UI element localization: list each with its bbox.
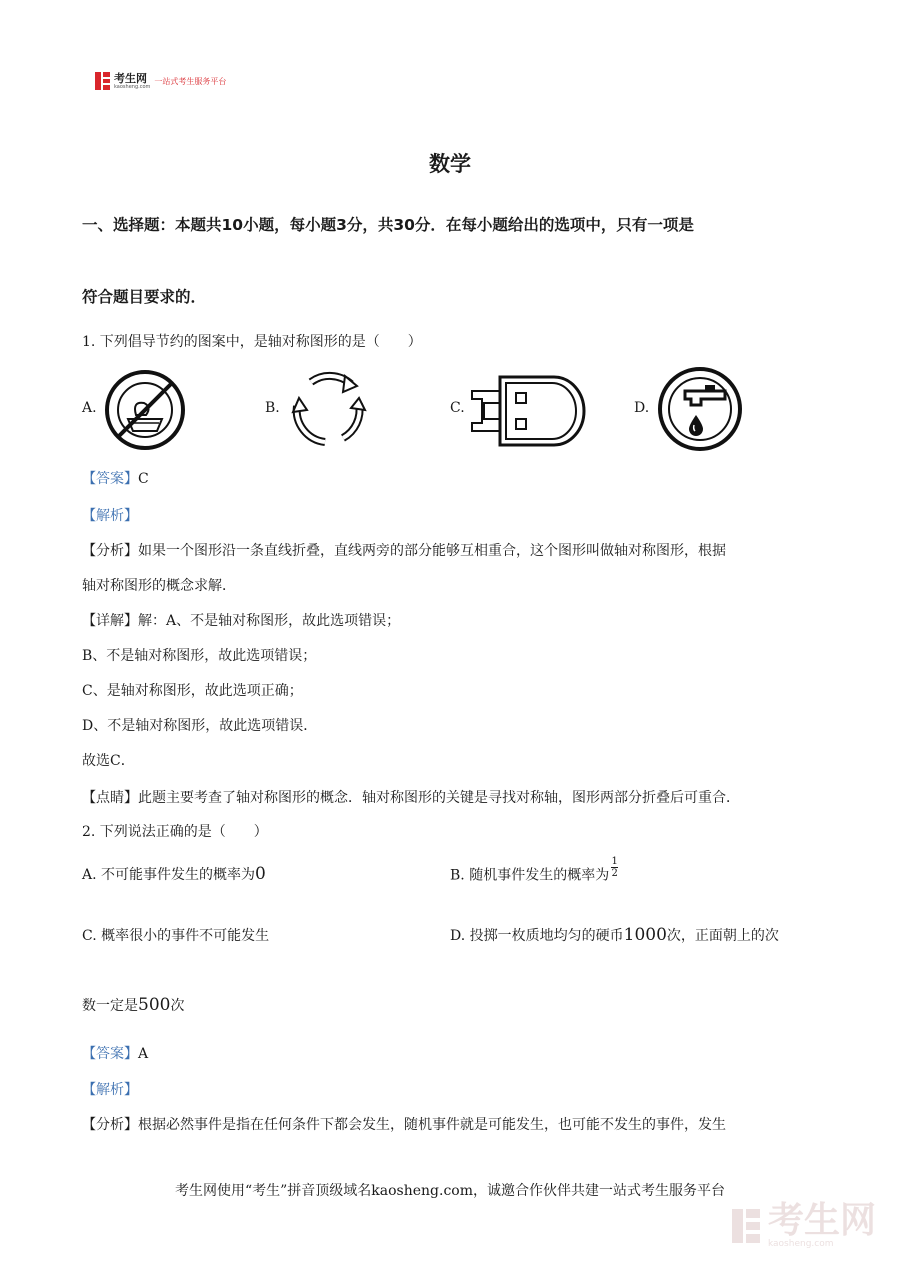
site-logo[interactable]	[95, 72, 226, 90]
q1-xiangjie	[82, 610, 400, 630]
fenxi-tag: 【分析】	[82, 543, 138, 559]
option-a-value: 0	[255, 864, 266, 884]
q2-analysis-tag: 【解析】	[82, 1082, 138, 1098]
option-a-label: A.	[82, 400, 97, 416]
option-b-text: B. 随机事件发生的概率为	[450, 867, 610, 884]
power-plug-icon	[470, 373, 588, 449]
recycle-icon	[285, 366, 373, 452]
logo-slogan: 一站式考生服务平台	[154, 76, 227, 86]
fraction-denominator: 2	[611, 868, 618, 879]
q1-fenxi	[82, 540, 726, 560]
option-b-label: B.	[265, 400, 280, 416]
fenxi-text: 如果一个图形沿一条直线折叠，直线两旁的部分能够互相重合，这个图形叫做轴对称图形，根据	[138, 543, 726, 559]
option-d-cont-value: 500	[138, 995, 171, 1015]
option-d-cont-text: 数一定是	[82, 998, 138, 1014]
q1-line-d: D、不是轴对称图形，故此选项错误．	[82, 718, 318, 734]
q2-option-b	[450, 856, 618, 887]
logo-domain: kaosheng.com	[114, 83, 151, 90]
q2-option-d-cont	[82, 995, 184, 1015]
watermark-name: 考生网	[767, 1200, 876, 1241]
watermark-logo	[732, 1200, 876, 1249]
dianjing-text: 此题主要考查了轴对称图形的概念．轴对称图形的关键是寻找对称轴，图形两部分折叠后可重合．	[138, 790, 740, 806]
section-heading-cont: 符合题目要求的．	[82, 288, 207, 306]
dianjing-tag: 【点睛】	[82, 790, 138, 806]
question-2-stem: 2. 下列说法正确的是（ ）	[82, 824, 268, 840]
one-half-fraction	[611, 856, 618, 879]
logo-name: 考生网	[114, 71, 147, 85]
q2-fenxi	[82, 1114, 726, 1134]
option-d-text: D. 投掷一枚质地均匀的硬币	[450, 928, 624, 944]
q1-choose: 故选C．	[82, 753, 135, 769]
xiangjie-tag: 【详解】	[82, 613, 138, 629]
q2-answer	[82, 1043, 148, 1063]
q1-line-c: C、是轴对称图形，故此选项正确；	[82, 683, 303, 699]
water-faucet-icon	[655, 365, 745, 453]
answer-value: A	[138, 1046, 149, 1062]
logo-icon	[95, 72, 111, 90]
answer-tag: 【答案】	[82, 471, 138, 487]
no-waste-food-icon	[102, 367, 188, 453]
question-1-stem: 1. 下列倡导节约的图案中，是轴对称图形的是（ ）	[82, 334, 422, 350]
option-d-text-post: 次，正面朝上的次	[666, 928, 779, 944]
xiangjie-text: 解：A、不是轴对称图形，故此选项错误；	[138, 613, 401, 629]
page-footer: 考生网使用“考生”拼音顶级域名kaosheng.com，诚邀合作伙伴共建一站式考生服务平台	[174, 1183, 726, 1199]
option-c-label: C.	[450, 400, 465, 416]
option-d-label: D.	[634, 400, 650, 416]
option-a-text: A. 不可能事件发生的概率为	[82, 867, 256, 883]
option-d-value: 1000	[623, 925, 667, 945]
q1-dianjing	[82, 787, 740, 807]
watermark-domain: kaosheng.com	[767, 1239, 834, 1249]
q2-option-a	[82, 864, 266, 884]
answer-tag: 【答案】	[82, 1046, 138, 1062]
section-heading: 一、选择题：本题共10小题，每小题3分，共30分．在每小题给出的选项中，只有一项是	[82, 216, 694, 234]
q2-option-c: C. 概率很小的事件不可能发生	[82, 928, 270, 944]
fenxi-tag: 【分析】	[82, 1117, 138, 1133]
q1-answer	[82, 468, 149, 488]
q1-fenxi-cont: 轴对称图形的概念求解．	[82, 578, 236, 594]
fraction-numerator: 1	[611, 856, 618, 867]
fenxi-text: 根据必然事件是指在任何条件下都会发生，随机事件就是可能发生，也可能不发生的事件，发生	[138, 1117, 726, 1133]
page-title: 数学	[429, 151, 471, 176]
q1-analysis-tag: 【解析】	[82, 508, 138, 524]
answer-value: C	[138, 471, 149, 487]
watermark-icon	[732, 1209, 762, 1243]
q2-option-d	[450, 925, 779, 945]
option-d-cont-post: 次	[170, 998, 185, 1014]
q1-line-b: B、不是轴对称图形，故此选项错误；	[82, 648, 317, 664]
